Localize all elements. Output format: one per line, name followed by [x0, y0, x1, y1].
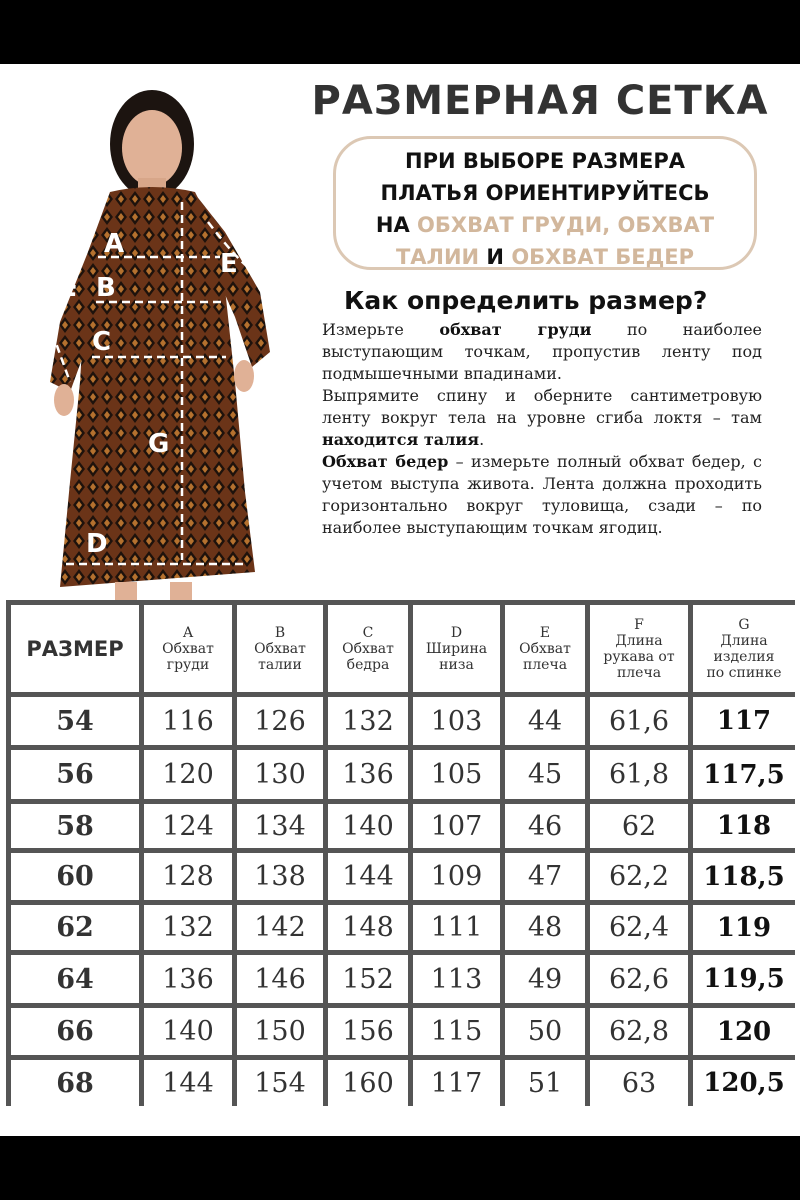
table-cell: 113 [413, 955, 500, 1003]
table-cell: 119 [693, 905, 795, 950]
header-text [603, 617, 674, 681]
header-letter: B [274, 624, 286, 641]
p3-bold: Обхват бедер [322, 452, 449, 471]
callout-box [333, 136, 757, 270]
table-cell: 160 [328, 1060, 408, 1106]
model-photo [30, 82, 280, 602]
table-row-size: 64 [11, 955, 139, 1003]
table-cell: 132 [328, 697, 408, 745]
callout-na: НА [375, 213, 418, 237]
table-cell: 134 [237, 804, 323, 848]
header-line: низа [439, 656, 474, 673]
table-cell: 50 [505, 1008, 585, 1055]
table-cell: 115 [413, 1008, 500, 1055]
table-cell: 48 [505, 905, 585, 950]
table-cell: 130 [237, 750, 323, 799]
table-cell: 119,5 [693, 955, 795, 1003]
table-cell: 61,8 [590, 750, 688, 799]
callout-highlight-2: ТАЛИИ [395, 245, 480, 269]
p2-text-a: Выпрямите спину и оберните сантиметровую ленту вокруг тела на уровне сгиба локтя – там [322, 386, 762, 427]
header-line: Обхват [254, 640, 306, 657]
header-f [590, 605, 688, 692]
table-cell: 117 [693, 697, 795, 745]
page [0, 64, 800, 1136]
callout-line-4 [336, 241, 754, 273]
label-f: F [60, 281, 78, 311]
table-cell: 117 [413, 1060, 500, 1106]
table-cell: 132 [144, 905, 232, 950]
table-cell: 61,6 [590, 697, 688, 745]
table-cell: 62,2 [590, 853, 688, 900]
page-title: РАЗМЕРНАЯ СЕТКА [311, 78, 769, 124]
table-cell: 103 [413, 697, 500, 745]
table-cell: 136 [328, 750, 408, 799]
table-cell: 144 [144, 1060, 232, 1106]
table-cell: 109 [413, 853, 500, 900]
table-cell: 156 [328, 1008, 408, 1055]
header-line: Обхват [162, 640, 214, 657]
header-letter: A [182, 624, 194, 641]
how-to-section [322, 286, 762, 539]
header-text [162, 625, 214, 673]
table-cell: 46 [505, 804, 585, 848]
label-d: D [86, 529, 108, 559]
table-cell: 116 [144, 697, 232, 745]
header-b [237, 605, 323, 692]
header-c [328, 605, 408, 692]
table-cell: 120 [144, 750, 232, 799]
header-e [505, 605, 585, 692]
label-g: G [148, 429, 170, 459]
p2-text-c: . [479, 430, 485, 449]
p1-text-c: по наиболее выступающим точкам, пропустив ленту под подмышечными впадинами. [322, 320, 762, 383]
how-to-heading: Как определить размер? [344, 286, 708, 315]
table-cell: 120,5 [693, 1060, 795, 1106]
label-e: E [220, 249, 238, 279]
label-b: B [96, 273, 116, 303]
table-row-size: 66 [11, 1008, 139, 1055]
table-cell: 148 [328, 905, 408, 950]
header-line: бедра [346, 656, 390, 673]
header-letter: G [738, 616, 750, 633]
header-line: груди [166, 656, 210, 673]
callout-line-1: ПРИ ВЫБОРЕ РАЗМЕРА [405, 149, 685, 173]
table-cell: 140 [328, 804, 408, 848]
table-cell: 140 [144, 1008, 232, 1055]
header-line: Обхват [342, 640, 394, 657]
p1-text-a: Измерьте [322, 320, 440, 339]
how-to-paragraph-1 [322, 319, 762, 385]
header-line: плеча [522, 656, 568, 673]
callout-and: И [479, 245, 512, 269]
table-cell: 136 [144, 955, 232, 1003]
header-text [519, 625, 571, 673]
table-cell: 146 [237, 955, 323, 1003]
table-cell: 124 [144, 804, 232, 848]
header-letter: F [634, 616, 644, 633]
callout-line-2: ПЛАТЬЯ ОРИЕНТИРУЙТЕСЬ [380, 181, 710, 205]
how-to-paragraph-3 [322, 451, 762, 539]
table-cell: 44 [505, 697, 585, 745]
header-letter: D [450, 624, 463, 641]
table-cell: 150 [237, 1008, 323, 1055]
label-a: A [104, 229, 125, 259]
header-line: Обхват [519, 640, 571, 657]
header-line: рукава от [603, 648, 675, 665]
table-cell: 142 [237, 905, 323, 950]
table-row-size: 58 [11, 804, 139, 848]
header-a [144, 605, 232, 692]
table-cell: 62,6 [590, 955, 688, 1003]
table-cell: 45 [505, 750, 585, 799]
label-c: C [92, 327, 112, 357]
table-row-size: 54 [11, 697, 139, 745]
header-line: Длина [720, 632, 768, 649]
table-cell: 138 [237, 853, 323, 900]
p1-bold: обхват груди [439, 320, 592, 339]
table-cell: 126 [237, 697, 323, 745]
table-cell: 128 [144, 853, 232, 900]
table-cell: 47 [505, 853, 585, 900]
header-line: по спинке [706, 664, 782, 681]
header-line: Длина [615, 632, 663, 649]
header-text [426, 625, 487, 673]
table-row-size: 60 [11, 853, 139, 900]
table-cell: 144 [328, 853, 408, 900]
table-cell: 63 [590, 1060, 688, 1106]
table-cell: 111 [413, 905, 500, 950]
table-cell: 105 [413, 750, 500, 799]
header-line: талии [258, 656, 302, 673]
callout-highlight-3: ОБХВАТ БЕДЕР [511, 245, 695, 269]
header-g [693, 605, 795, 692]
header-text [342, 625, 394, 673]
table-cell: 49 [505, 955, 585, 1003]
table-cell: 62 [590, 804, 688, 848]
table-cell: 154 [237, 1060, 323, 1106]
header-d [413, 605, 500, 692]
p2-bold: находится талия [322, 430, 480, 449]
header-text [254, 625, 306, 673]
table-cell: 107 [413, 804, 500, 848]
table-row-size: 68 [11, 1060, 139, 1106]
header-size: РАЗМЕР [11, 605, 139, 692]
table-cell: 120 [693, 1008, 795, 1055]
table-cell: 118 [693, 804, 795, 848]
header-line: Ширина [425, 640, 488, 657]
table-cell: 62,8 [590, 1008, 688, 1055]
p3-text-b: – измерьте полный обхват бедер, с учетом выступа живота. Лента должна проходить горизонтально вокруг туловища, сзади – по наиболее выступающим точкам ягодиц. [322, 452, 763, 537]
table-cell: 117,5 [693, 750, 795, 799]
table-row-size: 56 [11, 750, 139, 799]
table-row-size: 62 [11, 905, 139, 950]
callout-highlight-1: ОБХВАТ ГРУДИ, ОБХВАТ [417, 213, 715, 237]
header-letter: E [539, 624, 551, 641]
callout-line-3 [336, 209, 754, 241]
header-line: изделия [713, 648, 775, 665]
header-letter: C [362, 624, 374, 641]
size-table [6, 600, 795, 1106]
header-line: плеча [616, 664, 662, 681]
table-cell: 51 [505, 1060, 585, 1106]
how-to-paragraph-2 [322, 385, 762, 451]
table-cell: 152 [328, 955, 408, 1003]
header-text [706, 617, 781, 681]
table-cell: 62,4 [590, 905, 688, 950]
table-cell: 118,5 [693, 853, 795, 900]
